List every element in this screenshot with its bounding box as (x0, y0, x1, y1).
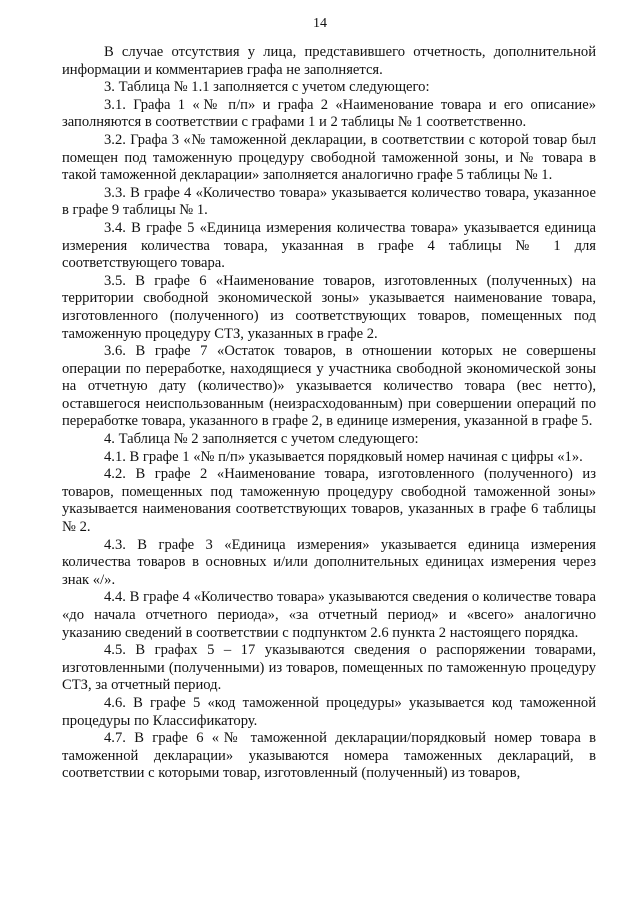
paragraph-4-7: 4.7. В графе 6 «№ таможенной декларации/порядковый номер товара в таможенной декларации» указываются номера таможенных деклараций, в соответствии с которыми товар, изготовленный (полученный) из товаров, (62, 730, 596, 782)
paragraph-4-1: 4.1. В графе 1 «№ п/п» указывается порядковый номер начиная с цифры «1». (104, 448, 583, 465)
page-number: 14 (313, 16, 327, 31)
paragraph-3-6: 3.6. В графе 7 «Остаток товаров, в отношении которых не совершены операции по переработке, находящиеся у участника свободной экономической зоны на отчетную дату (количество)» указывается количество товара (вес нетто), оставшегося неиспользованным (неизрасходованным) при совершении операций по переработке товара, указанного в графе 2, в единице измерения, указанной в графе 5. (62, 343, 596, 430)
paragraph-3-1: 3.1. Графа 1 «№ п/п» и графа 2 «Наименование товара и его описание» заполняются в соответствии с графами 1 и 2 таблицы № 1 соответственно. (62, 96, 596, 131)
paragraph-3-3: 3.3. В графе 4 «Количество товара» указывается количество товара, указанное в графе 9 таблицы № 1. (62, 184, 596, 219)
paragraph-3: 3. Таблица № 1.1 заполняется с учетом следующего: (104, 79, 430, 96)
document-body (62, 44, 596, 783)
paragraph-intro: В случае отсутствия у лица, представившего отчетность, дополнительной информации и комментариев графа не заполняется. (62, 44, 596, 78)
paragraph-3-4: 3.4. В графе 5 «Единица измерения количества товара» указывается единица измерения количества товара, указанная в графе 4 таблицы № 1 для соответствующего товара. (62, 219, 596, 272)
paragraph-4-2: 4.2. В графе 2 «Наименование товара, изготовленного (полученного) из товаров, помещенных под таможенную процедуру свободной таможенной зоны» указывается наименования соответствующих товаров, указанных в графе 6 таблицы № 2. (62, 466, 596, 536)
paragraph-4-6: 4.6. В графе 5 «код таможенной процедуры» указывается код таможенной процедуры по Классификатору. (62, 694, 596, 729)
paragraph-4-5: 4.5. В графах 5 – 17 указываются сведения о распоряжении товарами, изготовленными (полученными) из товаров, помещенных по таможенную процедуру СТЗ, за отчетный период. (62, 642, 596, 694)
paragraph-3-2: 3.2. Графа 3 «№ таможенной декларации, в соответствии с которой товар был помещен под таможенную процедуру свободной таможенной зоны, и № товара в такой таможенной декларации» заполняется аналогично графе 5 таблицы № 1. (62, 131, 596, 184)
paragraph-4-4: 4.4. В графе 4 «Количество товара» указываются сведения о количестве товара «до начала отчетного периода», «за отчетный период» и «всего» аналогично указанию сведений в соответствии с подпунктом 2.6 пункта 2 настоящего порядка. (62, 589, 596, 641)
paragraph-3-5: 3.5. В графе 6 «Наименование товаров, изготовленных (полученных) на территории свободной экономической зоны» указывается наименование товара, изготовленного (полученного) из соответствующих товаров, помещенных под таможенную процедуру СТЗ, указанных в графе 2. (62, 272, 596, 342)
paragraph-4: 4. Таблица № 2 заполняется с учетом следующего: (104, 431, 419, 448)
paragraph-4-3: 4.3. В графе 3 «Единица измерения» указывается единица измерения количества товаров в основных и/или дополнительных единицах измерения через знак «/». (62, 536, 596, 588)
